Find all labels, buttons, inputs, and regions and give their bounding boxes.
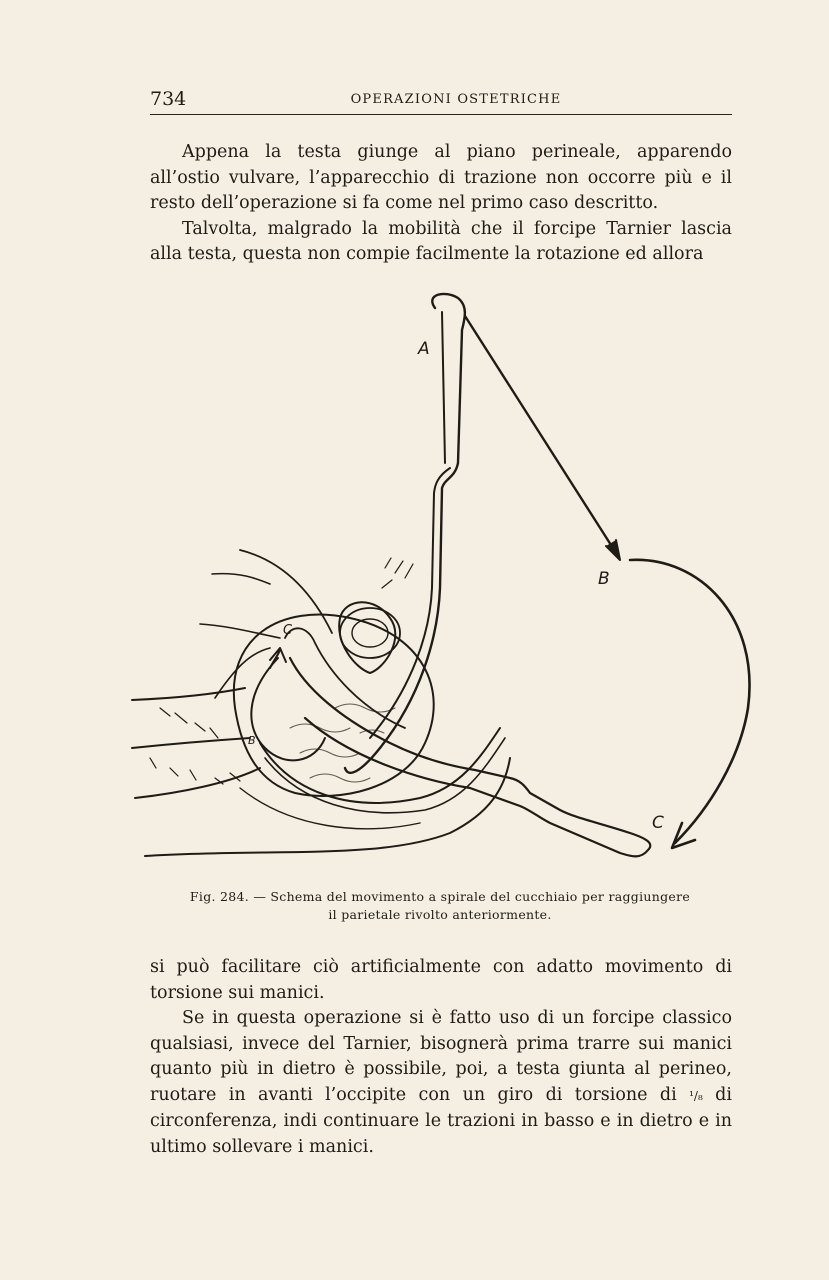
text-block-bottom: [150, 955, 732, 1160]
fetal-head: [234, 615, 434, 796]
abdomen-line: [240, 550, 332, 633]
label-inner-c: C: [283, 623, 293, 638]
arrow-b-to-c: [630, 560, 750, 843]
paragraph-4: [150, 1006, 732, 1160]
label-inner-b: B: [248, 734, 256, 747]
page-number: 734: [150, 88, 187, 110]
paragraph-1: Appena la testa giunge al piano perineale, apparendo all’ostio vulvare, l’apparecchio di trazione non occorre più e il resto dell’operazione si fa come nel primo caso descritto.: [150, 142, 732, 213]
spine-outline: [132, 688, 260, 798]
label-a: A: [418, 339, 430, 359]
caption-line-1: Fig. 284. — Schema del movimento a spirale del cucchiaio per raggiungere: [189, 889, 691, 904]
label-b: B: [598, 569, 610, 589]
figure-caption: [170, 888, 710, 924]
vaginal-wall: [260, 728, 500, 803]
figure-284: [120, 288, 760, 878]
caption-line-2: il parietale rivolto anteriormente.: [328, 907, 552, 922]
arrow-a-to-b: [465, 316, 618, 556]
paragraph-4-part-1: Se in questa operazione si è fatto uso di un forcipe classico qualsiasi, invece del Tarnier, bisognerà prima trarre sui manici quanto più in dietro è possibile, poi, a testa giunta al perineo, ruotare in avanti l’occipite con un giro di torsione di: [150, 1008, 732, 1105]
running-header: [150, 88, 732, 115]
text-block-top: [150, 140, 732, 268]
perineum-hatching: [382, 558, 413, 588]
label-c: C: [652, 813, 664, 833]
running-title: OPERAZIONI OSTETRICHE: [350, 92, 562, 107]
vertebra-marks: [150, 708, 240, 784]
paragraph-2: Talvolta, malgrado la mobilità che il forcipe Tarnier lascia alla testa, questa non compie facilmente la rotazione ed allora: [150, 218, 732, 264]
inner-spiral-arrow: [251, 658, 325, 760]
body-outline: [145, 758, 510, 856]
skin-lines: [200, 574, 280, 698]
fraction-one-eighth: ¹/₈: [689, 1088, 703, 1103]
paragraph-3: si può facilitare ciò artificialmente con adatto movimento di torsione sui manici.: [150, 957, 732, 1003]
paragraph-4-part-2: di circonferenza, indi continuare le trazioni in basso e in dietro e in ultimo sollevare i manici.: [150, 1084, 732, 1157]
forceps-diagram: [120, 288, 760, 878]
